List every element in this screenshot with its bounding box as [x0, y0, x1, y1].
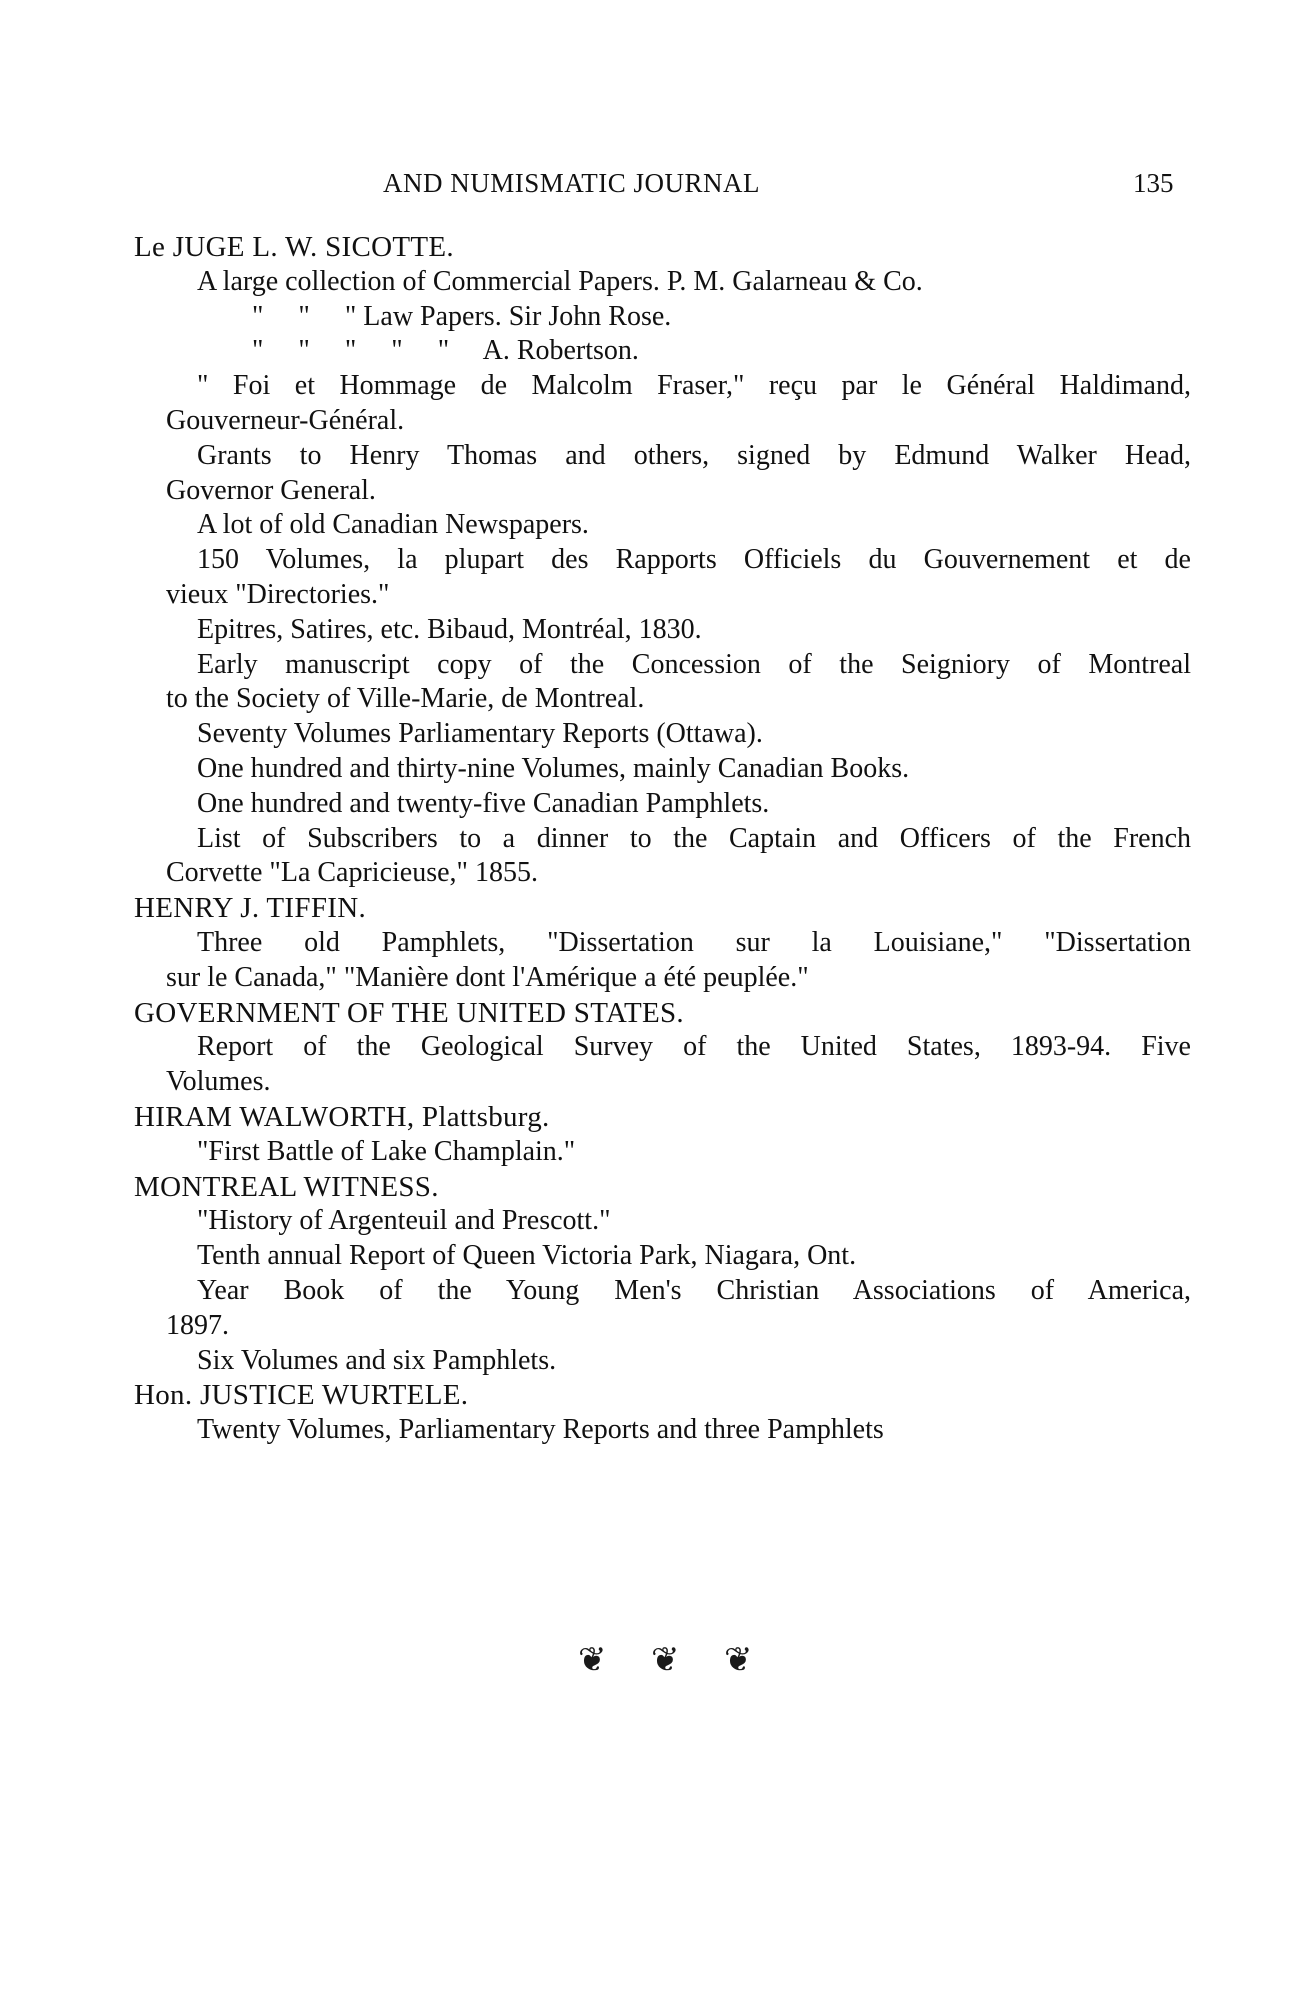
donation-line: A large collection of Commercial Papers. P. M. Galarneau & Co. — [197, 265, 923, 297]
donation-line: Epitres, Satires, etc. Bibaud, Montréal, 1830. — [197, 613, 702, 645]
running-header-title: AND NUMISMATIC JOURNAL — [383, 168, 761, 198]
donation-line-continued: Gouverneur-Général. — [166, 404, 405, 436]
donation-line: Twenty Volumes, Parliamentary Reports and three Pamphlets — [197, 1414, 884, 1446]
donation-line-continued: to the Society of Ville-Marie, de Montreal. — [166, 683, 645, 715]
page-number: 135 — [1133, 168, 1174, 198]
donation-line: Tenth annual Report of Queen Victoria Park, Niagara, Ont. — [197, 1240, 857, 1272]
donation-line: One hundred and twenty-five Canadian Pamphlets. — [197, 787, 770, 819]
donation-line-continued: vieux "Directories." — [166, 578, 390, 610]
donor-name: GOVERNMENT OF THE UNITED STATES. — [134, 996, 684, 1029]
donation-line: Early manuscript copy of the Concession of the Seigniory of Montreal — [197, 648, 1191, 680]
donor-name: HIRAM WALWORTH, Plattsburg. — [134, 1100, 550, 1133]
donation-line-continued: Governor General. — [166, 474, 376, 506]
donation-line: Six Volumes and six Pamphlets. — [197, 1344, 557, 1376]
donation-line: Three old Pamphlets, "Dissertation sur la Louisiane," "Dissertation — [197, 926, 1191, 958]
donation-line: "History of Argenteuil and Prescott." — [197, 1205, 611, 1237]
donation-line: "First Battle of Lake Champlain." — [197, 1135, 576, 1167]
donation-line: Grants to Henry Thomas and others, signed by Edmund Walker Head, — [197, 439, 1191, 471]
donation-line-continued: Volumes. — [166, 1066, 271, 1098]
donor-name: Hon. JUSTICE WURTELE. — [134, 1379, 469, 1412]
donation-line-continued: 1897. — [166, 1309, 229, 1341]
donation-line: One hundred and thirty-nine Volumes, mainly Canadian Books. — [197, 752, 910, 784]
donation-line: Seventy Volumes Parliamentary Reports (Ottawa). — [197, 718, 763, 750]
donations-list — [0, 230, 1303, 1448]
donation-line-continued: Corvette "La Capricieuse," 1855. — [166, 857, 538, 889]
donation-line: A lot of old Canadian Newspapers. — [197, 509, 589, 541]
donation-line: List of Subscribers to a dinner to the Captain and Officers of the French — [197, 822, 1191, 854]
donor-name: Le JUGE L. W. SICOTTE. — [134, 231, 454, 263]
donation-line-continued: sur le Canada," "Manière dont l'Amérique a été peuplée." — [166, 961, 809, 993]
donor-name: MONTREAL WITNESS. — [134, 1170, 439, 1203]
donation-line: Year Book of the Young Men's Christian Associations of America, — [197, 1274, 1191, 1306]
donation-line: Report of the Geological Survey of the United States, 1893-94. Five — [197, 1031, 1191, 1063]
donor-name: HENRY J. TIFFIN. — [134, 892, 366, 925]
donation-line: " " " Law Papers. Sir John Rose. — [252, 300, 672, 332]
donation-line: 150 Volumes, la plupart des Rapports Officiels du Gouvernement et de — [197, 544, 1191, 576]
fleuron-ornament-icon: ❦ ❦ ❦ — [578, 1642, 771, 1679]
donation-line: " " " " " A. Robertson. — [252, 335, 639, 367]
donation-line: " Foi et Hommage de Malcolm Fraser," reçu par le Général Haldimand, — [197, 370, 1191, 402]
